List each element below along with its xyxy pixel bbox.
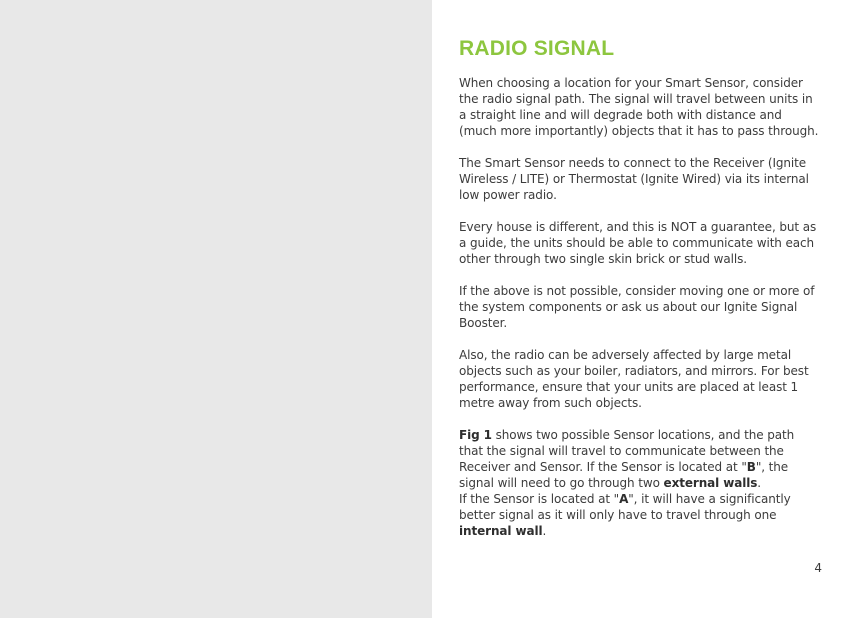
- paragraph-fig1: [459, 427, 819, 539]
- fig-text-a: shows two possible Sensor locations, and the path that the signal will travel to communicate between the Receiver and Sensor. If the Sensor is located at ": [459, 428, 795, 474]
- external-walls-label: external walls: [663, 476, 758, 490]
- paragraph-connection: The Smart Sensor needs to connect to the Receiver (Ignite Wireless / LITE) or Thermostat (Ignite Wired) via its internal low power radio.: [459, 156, 809, 202]
- fig-text-b: ", the signal will need to go through two: [459, 460, 789, 490]
- paragraph-guide: Every house is different, and this is NOT a guarantee, but as a guide, the units should be able to communicate with each other through two single skin brick or stud walls.: [459, 220, 817, 266]
- internal-wall-label: internal wall: [459, 524, 543, 538]
- right-page: [432, 0, 862, 618]
- paragraph-booster: If the above is not possible, consider moving one or more of the system components or ask us about our Ignite Signal Booster.: [459, 284, 815, 330]
- location-b-label: B: [746, 460, 756, 474]
- page-title: RADIO SIGNAL: [459, 37, 615, 60]
- location-a-label: A: [619, 492, 629, 506]
- fig-text-d: If the Sensor is located at ": [459, 492, 620, 506]
- fig-text-e: ", it will have a significantly better signal as it will only have to travel through one: [459, 492, 791, 522]
- fig-text-f: .: [542, 524, 547, 538]
- paragraph-metal-objects: Also, the radio can be adversely affected by large metal objects such as your boiler, radiators, and mirrors. For best performance, ensure that your units are placed at least 1 metre away from such objects.: [459, 348, 809, 410]
- fig-label: Fig 1: [459, 428, 492, 442]
- fig-text-c: .: [757, 476, 762, 490]
- paragraph-signal-path: When choosing a location for your Smart Sensor, consider the radio signal path. The signal will travel between units in a straight line and will degrade both with distance and (much more importantly) objects that it has to pass through.: [459, 76, 819, 138]
- page-content: [459, 36, 819, 555]
- page-number: 4: [814, 561, 822, 575]
